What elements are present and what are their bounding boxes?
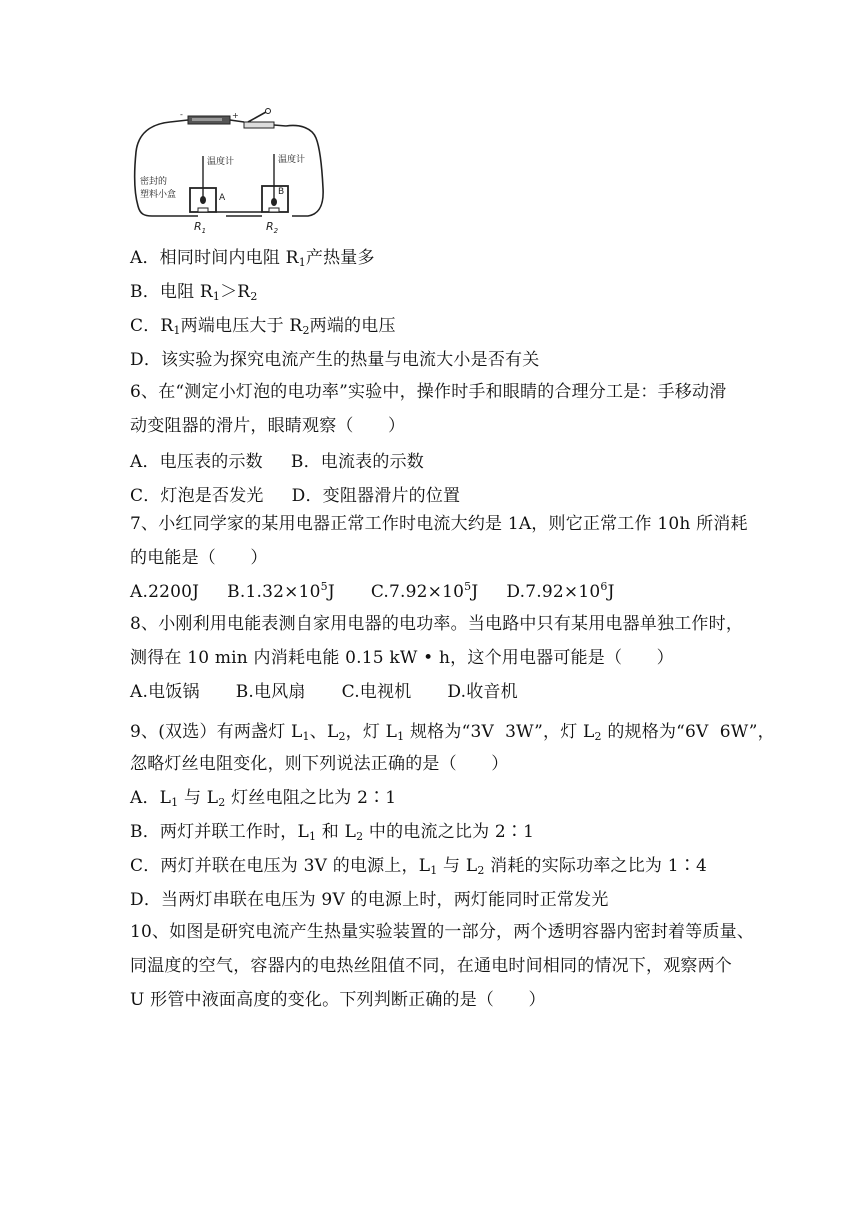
box-b-label: B <box>278 187 285 197</box>
q5-option-d: D．该实验为探究电流产生的热量与电流大小是否有关 <box>130 350 540 370</box>
q8-stem-line1: 8、小刚利用电能表测自家用电器的电功率。当电路中只有某用电器单独工作时， <box>130 614 744 634</box>
battery-plus-sign: + <box>232 111 239 120</box>
q9-option-d: D．当两灯串联在电压为 9V 的电源上时，两灯能同时正常发光 <box>130 890 609 910</box>
q5-option-c: C．$R_1$两端电压大于 $R_2$两端的电压 <box>130 316 396 337</box>
box-a-label: A <box>219 193 226 203</box>
q7-option-b: $B.1.32\times 10^5J$ <box>227 580 335 602</box>
q9-option-a: A．$L_1$ 与 $L_2$ 灯丝电阻之比为 2∶1 <box>130 788 397 809</box>
q5-option-b: B．电阻 $R_1>R_2$ <box>130 282 258 303</box>
q7-option-a: A.2200J <box>130 582 200 602</box>
sealed-box-label-1: 密封的 <box>140 177 168 187</box>
q9-stem-line1: 9、(双选）有两盏灯 $L_1$、$L_2$，灯 $L_1$ 规格为“3V 3W”，灯 $L_2$ 的规格为“6V 6W”， <box>130 722 775 743</box>
q6-stem-line1: 6、在“测定小灯泡的电功率”实验中，操作时手和眼睛的合理分工是：手移动滑 <box>130 382 727 402</box>
thermometer-b-label: 温度计 <box>278 155 306 165</box>
q6-option-d: D．变阻器滑片的位置 <box>291 486 461 506</box>
q7-stem-line2: 的电能是（ ） <box>130 548 268 568</box>
q7-option-c: $C.7.92\times 10^5J$ <box>370 580 479 602</box>
r2-label: $R_2$ <box>266 220 279 235</box>
q8-option-c: C.电视机 <box>341 682 412 702</box>
q6-option-a: A．电压表的示数 <box>130 452 263 472</box>
q6-options-row2 <box>130 484 460 508</box>
q8-options <box>130 680 518 704</box>
experiment-figure <box>130 108 330 236</box>
q6-options-row1 <box>130 450 424 474</box>
q8-stem-line2: 测得在 10 min 内消耗电能 0.15 kW • h，这个用电器可能是（ ） <box>130 648 674 668</box>
q6-option-b: B．电流表的示数 <box>290 452 424 472</box>
battery-minus-sign: - <box>180 110 183 119</box>
q7-option-d: $D.7.92\times 10^6J$ <box>506 580 615 602</box>
sealed-box-label-2: 塑料小盒 <box>140 190 177 200</box>
q6-stem-line2: 动变阻器的滑片，眼睛观察（ ） <box>130 416 406 436</box>
q5-option-a: A．相同时间内电阻 $R_1$产热量多 <box>130 248 375 269</box>
q10-stem-line3: U 形管中液面高度的变化。下列判断正确的是（ ） <box>130 990 546 1010</box>
q8-option-d: D.收音机 <box>447 682 518 702</box>
q9-stem-line2: 忽略灯丝电阻变化，则下列说法正确的是（ ） <box>130 754 509 774</box>
q8-option-b: B.电风扇 <box>235 682 306 702</box>
q7-options <box>130 580 615 604</box>
q7-stem-line1: 7、小红同学家的某用电器正常工作时电流大约是 1A，则它正常工作 10h 所消耗 <box>130 514 748 534</box>
r1-label: $R_1$ <box>194 220 207 235</box>
q9-option-c: C．两灯并联在电压为 3V 的电源上，$L_1$ 与 $L_2$ 消耗的实际功率之比为 1∶4 <box>130 856 707 877</box>
q10-stem-line1: 10、如图是研究电流产生热量实验装置的一部分，两个透明容器内密封着等质量、 <box>130 922 755 942</box>
thermometer-a-label: 温度计 <box>207 157 235 167</box>
q8-option-a: A.电饭锅 <box>130 682 200 702</box>
q9-option-b: B．两灯并联工作时，$L_1$ 和 $L_2$ 中的电流之比为 2∶1 <box>130 822 535 843</box>
q10-stem-line2: 同温度的空气，容器内的电热丝阻值不同，在通电时间相同的情况下，观察两个 <box>130 956 732 976</box>
q6-option-c: C．灯泡是否发光 <box>130 486 264 506</box>
